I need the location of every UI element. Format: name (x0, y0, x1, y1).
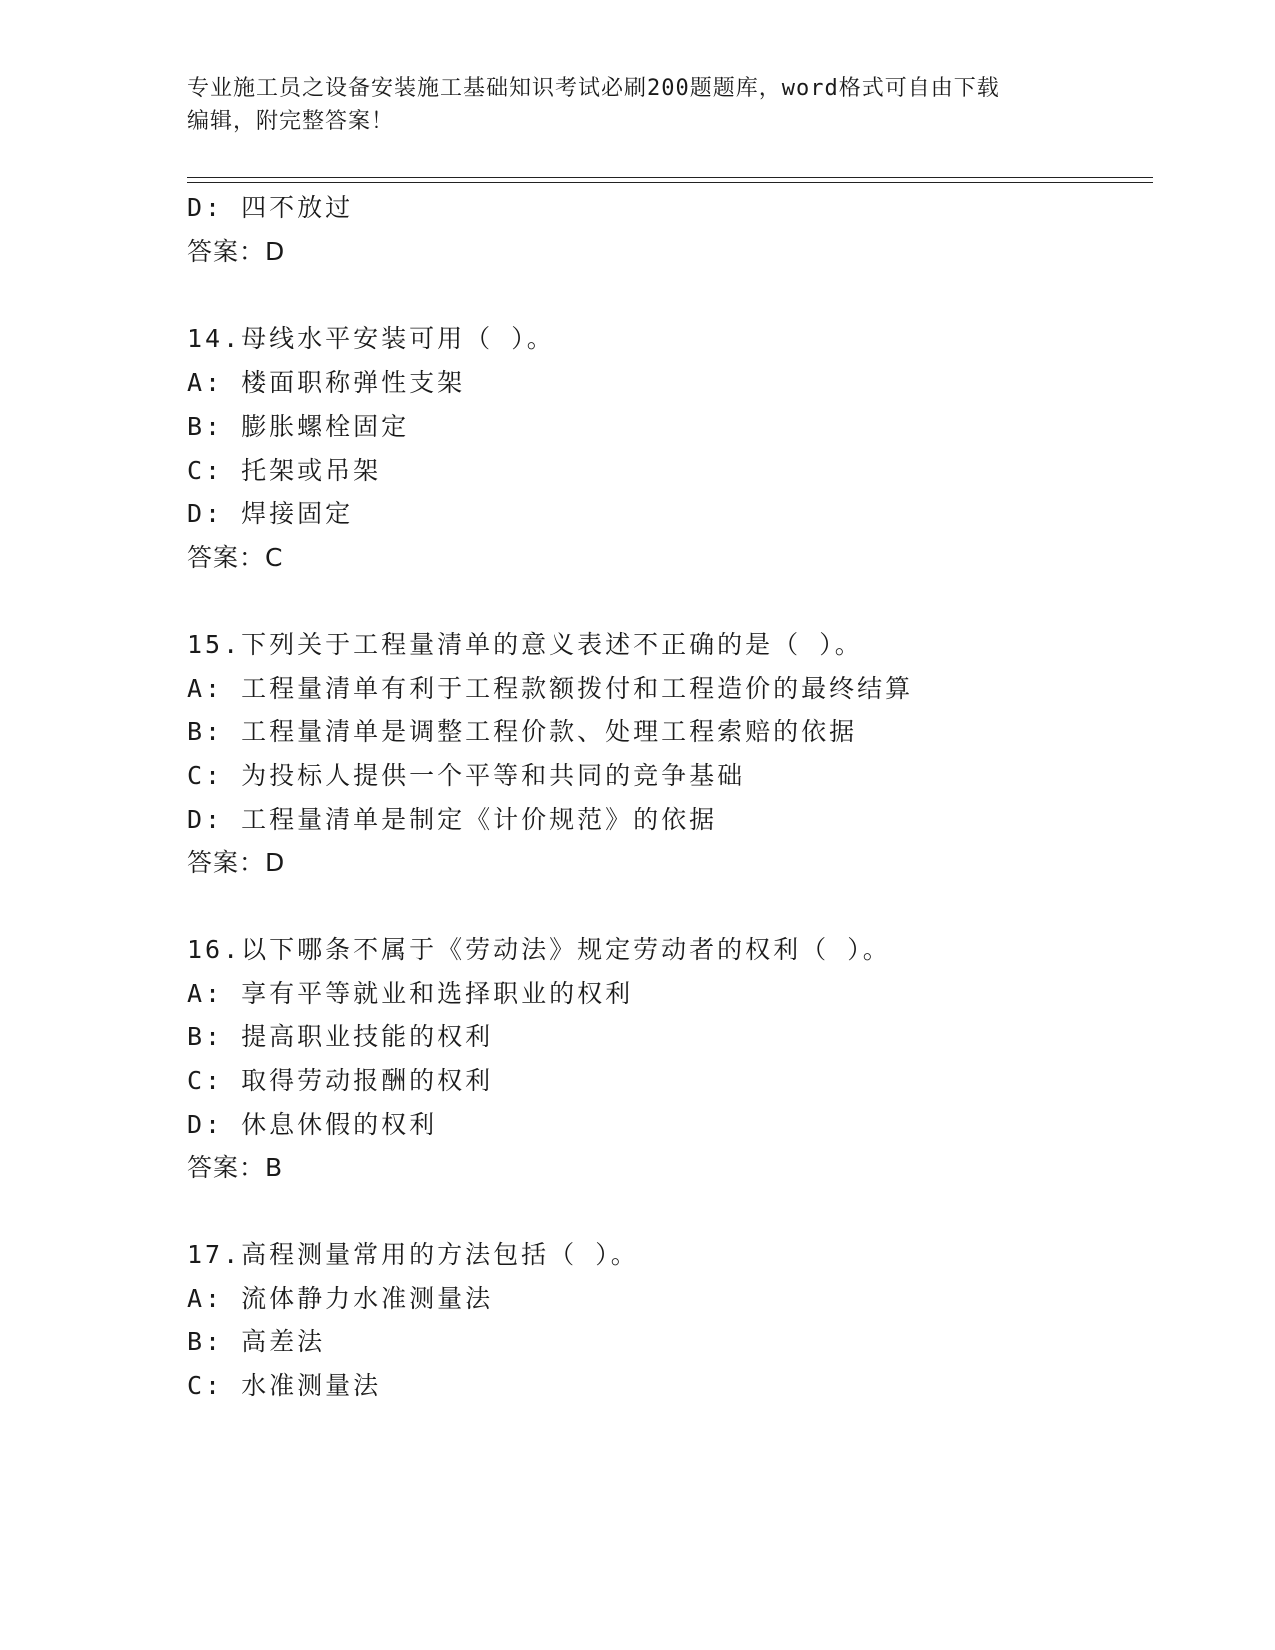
q14-option-b: B: 膨胀螺栓固定 (187, 412, 410, 441)
q15-question: 15.下列关于工程量清单的意义表述不正确的是（ ）。 (187, 630, 863, 659)
q14-option-d: D: 焊接固定 (187, 499, 354, 528)
header-title-line-2: 编辑，附完整答案！ (187, 109, 395, 134)
q16-question: 16.以下哪条不属于《劳动法》规定劳动者的权利（ ）。 (187, 935, 891, 964)
header-divider-bottom (187, 182, 1153, 183)
q14-option-a: A: 楼面职称弹性支架 (187, 368, 466, 397)
header-title-line-1: 专业施工员之设备安装施工基础知识考试必刷200题题库，word格式可自由下载 (187, 76, 1000, 101)
q16-option-a: A: 享有平等就业和选择职业的权利 (187, 979, 634, 1008)
q16-option-c: C: 取得劳动报酬的权利 (187, 1066, 494, 1095)
q14-answer: 答案：C (187, 543, 284, 572)
q13-option-d: D: 四不放过 (187, 193, 354, 222)
q17-option-b: B: 高差法 (187, 1327, 326, 1356)
q15-option-b: B: 工程量清单是调整工程价款、处理工程索赔的依据 (187, 717, 858, 746)
header-divider-top (187, 177, 1153, 178)
q16-option-d: D: 休息休假的权利 (187, 1110, 438, 1139)
q16-answer: 答案：B (187, 1153, 284, 1182)
document-header (187, 72, 1087, 138)
q16-option-b: B: 提高职业技能的权利 (187, 1022, 494, 1051)
q17-option-c: C: 水准测量法 (187, 1371, 382, 1400)
q15-option-c: C: 为投标人提供一个平等和共同的竞争基础 (187, 761, 746, 790)
q17-option-a: A: 流体静力水准测量法 (187, 1284, 494, 1313)
q15-option-a: A: 工程量清单有利于工程款额拨付和工程造价的最终结算 (187, 674, 914, 703)
q13-answer: 答案：D (187, 237, 286, 266)
q15-answer: 答案：D (187, 848, 286, 877)
q14-option-c: C: 托架或吊架 (187, 456, 382, 485)
q17-question: 17.高程测量常用的方法包括（ ）。 (187, 1240, 639, 1269)
q14-question: 14.母线水平安装可用（ ）。 (187, 324, 555, 353)
q15-option-d: D: 工程量清单是制定《计价规范》的依据 (187, 805, 718, 834)
